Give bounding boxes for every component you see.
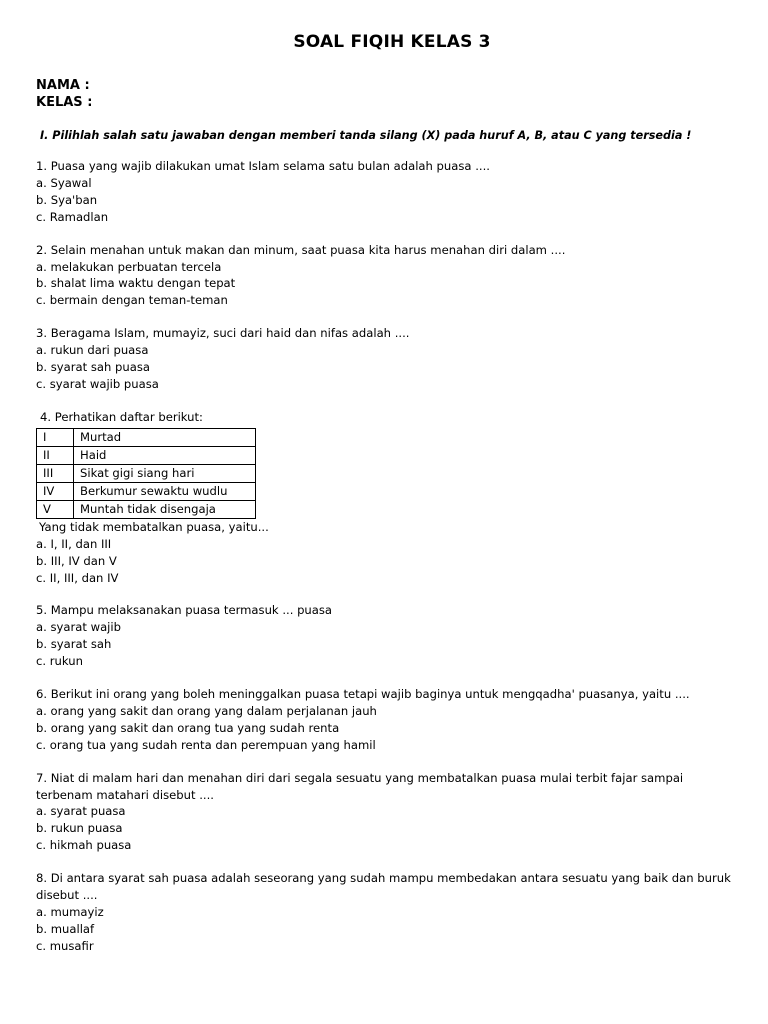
question-6 <box>36 686 736 754</box>
question-5 <box>36 602 736 670</box>
question-text: 3. Beragama Islam, mumayiz, suci dari haid dan nifas adalah .... <box>36 326 410 341</box>
class-label: KELAS : <box>36 95 93 110</box>
option-c: c. bermain dengan teman-teman <box>36 293 228 308</box>
option-b: b. syarat sah <box>36 637 112 652</box>
option-c: c. hikmah puasa <box>36 838 132 853</box>
option-a: a. melakukan perbuatan tercela <box>36 259 222 274</box>
question-2 <box>36 242 736 310</box>
name-label: NAMA : <box>36 78 90 93</box>
table-row <box>37 428 256 446</box>
instruction-text: I. Pilihlah salah satu jawaban dengan memberi tanda silang (X) pada huruf A, B, atau C yang tersedia ! <box>40 129 692 142</box>
table-cell-number: I <box>37 428 74 446</box>
option-b: b. rukun puasa <box>36 821 123 836</box>
option-a: a. syarat wajib <box>36 620 121 635</box>
table-cell-item: Muntah tidak disengaja <box>74 500 256 518</box>
option-c: c. Ramadlan <box>36 209 109 224</box>
option-a: a. mumayiz <box>36 905 104 919</box>
table-cell-number: II <box>37 446 74 464</box>
option-b: b. III, IV dan V <box>36 553 117 568</box>
question-text: 2. Selain menahan untuk makan dan minum, saat puasa kita harus menahan diri dalam .... <box>36 242 566 257</box>
table-row <box>37 500 256 518</box>
question-list <box>36 158 736 955</box>
table-cell-item: Murtad <box>74 428 256 446</box>
option-b: b. muallaf <box>36 921 95 936</box>
table-cell-number: III <box>37 464 74 482</box>
table-cell-item: Sikat gigi siang hari <box>74 464 256 482</box>
option-a: a. rukun dari puasa <box>36 343 149 358</box>
question-text: 6. Berikut ini orang yang boleh meninggalkan puasa tetapi wajib baginya untuk mengqadha' puasanya, yaitu .... <box>36 687 690 702</box>
table-cell-number: IV <box>37 482 74 500</box>
question-4 <box>36 409 736 587</box>
question-3 <box>36 325 736 393</box>
option-b: b. shalat lima waktu dengan tepat <box>36 276 236 291</box>
question-text: 1. Puasa yang wajib dilakukan umat Islam selama satu bulan adalah puasa .... <box>36 159 490 173</box>
option-a: a. orang yang sakit dan orang yang dalam perjalanan jauh <box>36 703 377 718</box>
option-c: c. II, III, dan IV <box>36 570 119 585</box>
table-cell-item: Berkumur sewaktu wudlu <box>74 482 256 500</box>
table-cell-item: Haid <box>74 446 256 464</box>
document-page <box>36 30 736 955</box>
option-c: c. syarat wajib puasa <box>36 376 159 391</box>
table-row <box>37 482 256 500</box>
table-cell-number: V <box>37 500 74 518</box>
table-row <box>37 464 256 482</box>
option-c: c. orang tua yang sudah renta dan perempuan yang hamil <box>36 737 376 752</box>
option-b: b. orang yang sakit dan orang tua yang sudah renta <box>36 720 340 735</box>
option-c: c. musafir <box>36 938 94 953</box>
question-text: 8. Di antara syarat sah puasa adalah seseorang yang sudah mampu membedakan antara sesuatu yang baik dan buruk disebut .... <box>36 871 731 903</box>
option-a: a. Syawal <box>36 175 92 190</box>
option-a: a. I, II, dan III <box>36 536 112 551</box>
option-a: a. syarat puasa <box>36 804 126 819</box>
list-table <box>36 428 256 519</box>
question-7 <box>36 770 736 855</box>
question-subtext: Yang tidak membatalkan puasa, yaitu... <box>39 519 269 534</box>
question-1 <box>36 158 736 226</box>
question-text: 7. Niat di malam hari dan menahan diri dari segala sesuatu yang membatalkan puasa mulai terbit fajar sampai terbenam matahari disebut .... <box>36 770 684 802</box>
table-row <box>37 446 256 464</box>
document-title: SOAL FIQIH KELAS 3 <box>293 32 491 52</box>
option-b: b. syarat sah puasa <box>36 360 150 375</box>
option-c: c. rukun <box>36 654 83 669</box>
identity-block <box>36 77 736 111</box>
question-text: 5. Mampu melaksanakan puasa termasuk ... puasa <box>36 603 333 618</box>
option-b: b. Sya'ban <box>36 192 98 207</box>
question-8 <box>36 870 736 955</box>
question-text: 4. Perhatikan daftar berikut: <box>40 409 203 424</box>
